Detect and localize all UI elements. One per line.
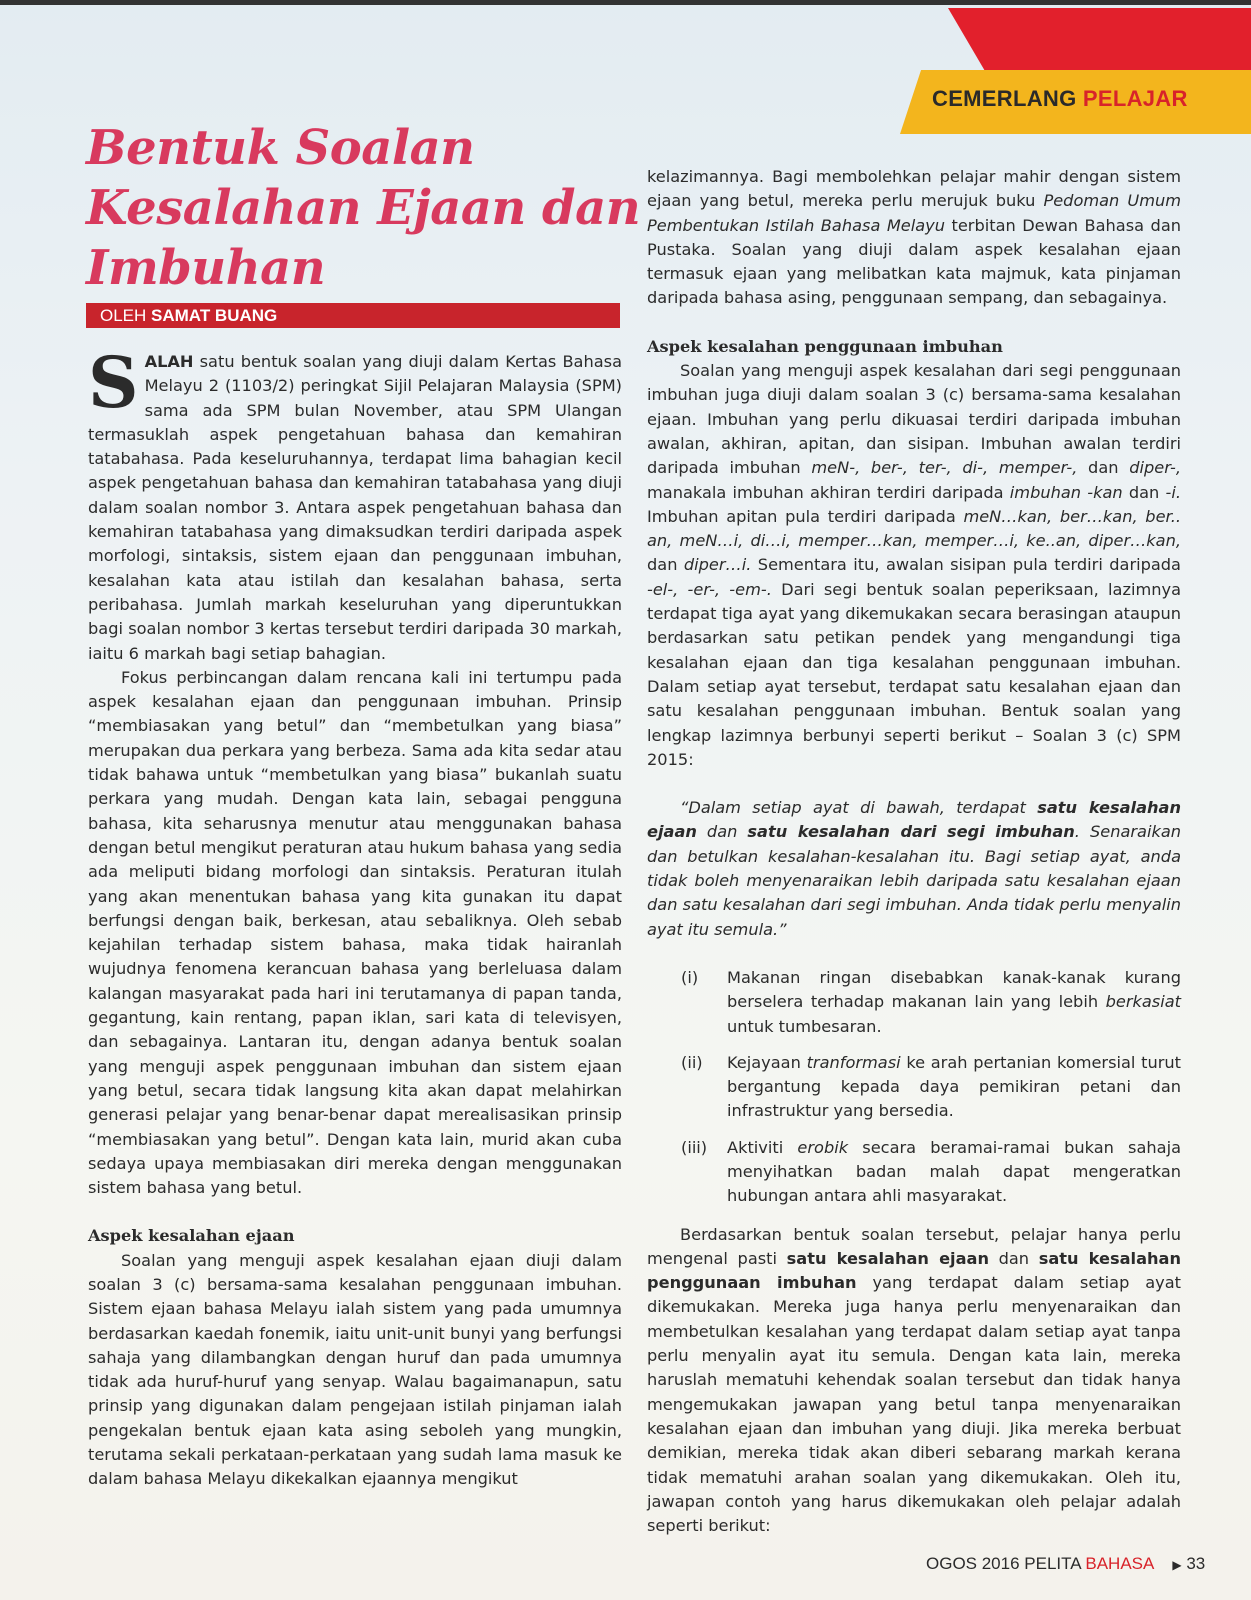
section-banner-text: CEMERLANG [932, 86, 1083, 111]
question-item [647, 1136, 1181, 1209]
item-number: (i) [681, 967, 699, 987]
section-banner-label [932, 86, 1188, 112]
affix-list: diper…i. [683, 555, 752, 575]
text-span: Sementara itu, awalan sisipan pula terdiri daripada [751, 555, 1181, 575]
affix-list: imbuhan -kan [1009, 482, 1123, 502]
affix-list: meN…kan, ber…kan, ber.. an, meN…i, di…i, memper…kan, memper…i, ke..an, diper…kan, [647, 506, 1181, 551]
footer-issue: OGOS 2016 PELITA [926, 1554, 1086, 1573]
text-span: kelazimannya. Bagi membolehkan pelajar mahir dengan sistem ejaan yang betul, mereka perlu merujuk buku [647, 167, 1181, 211]
author-name: SAMAT BUANG [151, 306, 278, 325]
right-column [647, 165, 1181, 1538]
text-span: ke arah pertanian komersial turut bergantung kepada daya pemikiran petani dan infrastruktur yang bersedia. [727, 1052, 1181, 1121]
article-title: Bentuk Soalan Kesalahan Ejaan dan Imbuhan [86, 120, 641, 296]
left-column [88, 341, 622, 1492]
lead-word: ALAH [144, 352, 194, 371]
section-banner-accent: PELAJAR [1082, 86, 1188, 111]
emphasis: satu kesalahan dari segi imbuhan [747, 822, 1075, 842]
subheading-ejaan: Aspek kesalahan ejaan [88, 1226, 295, 1246]
text-span: Berdasarkan bentuk soalan tersebut, pelajar hanya perlu mengenal pasti [647, 1224, 1181, 1268]
page-footer [926, 1554, 1205, 1574]
affix-list: diper-, [1129, 458, 1181, 478]
intro-paragraph [88, 341, 622, 666]
drop-cap: S [88, 341, 139, 424]
ejaan-paragraph: Soalan yang menguji aspek kesalahan ejaan diuji dalam soalan 3 (c) bersama-sama kesalahan penggunaan imbuhan. Sistem ejaan bahasa Melayu ialah sistem yang pada umumnya berdasarkan kaedah fonemik, iaitu unit-unit bunyi yang berfungsi sahaja yang dilambangkan dengan huruf dan pada umumnya tidak ada huruf-huruf yang senyap. Walau bagaimanapun, satu prinsip yang digunakan dalam pengejaan istilah pinjaman ialah pengekalan bentuk ejaan kata asing seboleh yang mungkin, terutama sekali perkataan-perkataan yang sudah lama masuk ke dalam bahasa Melayu dikekalkan ejaannya mengikut [88, 1250, 622, 1489]
question-item [647, 1051, 1181, 1124]
text-span: . Senaraikan dan betulkan kesalahan-kesalahan itu. Bagi setiap ayat, anda tidak boleh menyenaraikan lebih daripada satu kesalahan ejaan dan satu kesalahan dari segi imbuhan. Anda tidak perlu menyalin ayat itu semula.” [647, 822, 1181, 939]
item-number: (iii) [681, 1137, 708, 1157]
text-span: dan [647, 555, 684, 575]
text-span: dan [1077, 458, 1130, 478]
continuation-paragraph [647, 165, 1181, 311]
spacer [647, 311, 1181, 335]
text-span: dan [988, 1248, 1039, 1268]
byline [86, 303, 620, 328]
text-span: Aktiviti [727, 1137, 798, 1157]
page-number: 33 [1186, 1554, 1206, 1573]
footer-accent: BAHASA [1085, 1554, 1155, 1573]
text-span: Imbuhan apitan pula terdiri daripada [647, 506, 964, 526]
section-banner-red-shape [948, 8, 1251, 70]
affix-list: -i. [1165, 482, 1181, 502]
focus-paragraph: Fokus perbincangan dalam rencana kali ini tertumpu pada aspek kesalahan ejaan dan penggunaan imbuhan. Prinsip “membiasakan yang betul” dan “membetulkan yang biasa” merupakan dua perkara yang berbeza. Sama ada kita sedar atau tidak bahawa untuk “membetulkan yang biasa” bukanlah suatu perkara yang mudah. Dengan kata lain, sebagai pengguna bahasa, kita seharusnya menutur atau menggunakan bahasa dengan betul mengikut peraturan atau hukum bahasa yang sedia ada meliputi bidang morfologi dan sintaksis. Peraturan itulah yang akan menentukan bahasa yang kita gunakan itu dapat berfungsi dengan baik, berkesan, atau sebaliknya. Oleh sebab kejahilan terhadap sistem bahasa, maka tidak hairanlah wujudnya fenomena kerancuan bahasa yang berleluasa dalam kalangan masyarakat pada hari ini terutamanya di papan tanda, gegantung, kain rentang, papan iklan, sari kata di televisyen, dan sebagainya. Lantaran itu, dengan adanya bentuk soalan yang menguji aspek penggunaan imbuhan dan sistem ejaan yang betul, secara tidak langsung kita akan dapat melahirkan generasi pelajar yang benar-benar dapat merealisasikan prinsip “membiasakan yang betul”. Dengan kata lain, murid akan cuba sedaya upaya membiasakan diri mereka dengan menggunakan sistem bahasa yang betul. [88, 667, 622, 1198]
page-top-edge [0, 0, 1251, 5]
emphasis: satu kesalahan penggunaan imbuhan [647, 1248, 1181, 1293]
item-text [727, 1051, 1181, 1124]
item-text [727, 966, 1181, 1039]
text-span: dan [696, 822, 748, 842]
text-span: Makanan ringan disebabkan kanak-kanak kurang berselera terhadap makanan lain yang lebih [727, 967, 1181, 1012]
text-span: yang terdapat dalam setiap ayat dikemukakan. Mereka juga hanya perlu menyenaraikan dan membetulkan kesalahan yang terdapat dalam setiap ayat tanpa perlu menyalin ayat itu semula. Dengan kata lain, mereka haruslah mematuhi kehendak soalan tersebut dan tidak hanya mengemukakan jawapan yang betul tanpa menyenaraikan kesalahan ejaan dan imbuhan yang diuji. Jika mereka berbuat demikian, mereka tidak akan diberi sebarang markah kerana tidak mematuhi arahan soalan yang dikemukakan. Oleh itu, jawapan contoh yang harus dikemukakan oleh pelajar adalah seperti berikut: [647, 1273, 1181, 1536]
text-span: terbitan Dewan Bahasa dan Pustaka. Soalan yang diuji dalam aspek kesalahan ejaan termasuk ejaan yang melibatkan kata majmuk, kata pinjaman daripada bahasa asing, penggunaan sempang, dan sebagainya. [647, 215, 1181, 308]
text-span: untuk tumbesaran. [727, 1016, 882, 1036]
spacer [647, 1039, 1181, 1051]
emphasis: satu kesalahan ejaan [647, 798, 1182, 842]
emphasis: satu kesalahan ejaan [786, 1248, 989, 1268]
text-span: Kejayaan [727, 1052, 807, 1072]
error-word: berkasiat [1105, 992, 1181, 1012]
spacer [647, 942, 1181, 966]
error-word: erobik [797, 1137, 849, 1157]
imbuhan-paragraph [647, 359, 1181, 772]
text-span: Soalan yang menguji aspek kesalahan dari segi penggunaan imbuhan juga diuji dalam soalan 3 (c) bersama-sama kesalahan ejaan. Imbuhan yang perlu dikuasai terdiri daripada imbuhan awalan, akhiran, apitan, dan sisipan. Imbuhan awalan terdiri daripada imbuhan [647, 361, 1181, 478]
error-word: tranformasi [806, 1052, 901, 1072]
question-item [647, 966, 1181, 1039]
intro-text: satu bentuk soalan yang diuji dalam Kertas Bahasa Melayu 2 (1103/2) peringkat Sijil Pelajaran Malaysia (SPM) sama ada SPM bulan November, atau SPM Ulangan termasuklah aspek pengetahuan bahasa dan kemahiran tatabahasa. Pada keseluruhannya, terdapat lima bahagian kecil aspek pengetahuan bahasa dan kemahiran tatabahasa yang diuji dalam soalan nombor 3. Antara aspek pengetahuan bahasa dan kemahiran tatabahasa yang dimaksudkan terdiri daripada aspek morfologi, sintaksis, sistem ejaan dan penggunaan imbuhan, kesalahan kata atau istilah dan kesalahan bahasa, serta peribahasa. Jumlah markah keseluruhan yang diperuntukkan bagi soalan nombor 3 kertas tersebut terdiri daripada 30 markah, iaitu 6 markah bagi setiap bahagian. [88, 352, 622, 663]
item-number: (ii) [681, 1052, 703, 1072]
text-span: “Dalam setiap ayat di bawah, terdapat [680, 798, 1038, 818]
text-span: Dari segi bentuk soalan peperiksaan, lazimnya terdapat tiga ayat yang dikemukakan secara berasingan ataupun berdasarkan satu petikan pendek yang mengandungi tiga kesalahan ejaan dan tiga kesalahan penggunaan imbuhan. Dalam setiap ayat tersebut, terdapat satu kesalahan ejaan dan satu kesalahan penggunaan imbuhan. Bentuk soalan yang lengkap lazimnya berbunyi seperti berikut – Soalan 3 (c) SPM 2015: [647, 579, 1181, 769]
affix-list: meN-, ber-, ter-, di-, memper-, [811, 458, 1078, 478]
spacer [647, 1209, 1181, 1223]
text-span: dan [1122, 482, 1166, 502]
book-title: Pedoman Umum Pembentukan Istilah Bahasa Melayu [647, 191, 1181, 235]
subheading-imbuhan: Aspek kesalahan penggunaan imbuhan [647, 336, 1003, 356]
exam-question-quote [647, 796, 1181, 942]
text-span: manakala imbuhan akhiran terdiri daripada [647, 482, 1010, 502]
conclusion-paragraph [647, 1223, 1181, 1539]
spacer [647, 1124, 1181, 1136]
byline-prefix: OLEH [100, 306, 152, 325]
spacer [88, 1200, 622, 1224]
affix-list: -el-, -er-, -em-. [647, 579, 772, 599]
text-span: secara beramai-ramai bukan sahaja menyihatkan badan malah dapat mengeratkan hubungan antara ahli masyarakat. [727, 1137, 1182, 1206]
spacer [647, 772, 1181, 796]
arrow-right-icon: ▶ [1172, 1558, 1182, 1572]
item-text [727, 1136, 1181, 1209]
